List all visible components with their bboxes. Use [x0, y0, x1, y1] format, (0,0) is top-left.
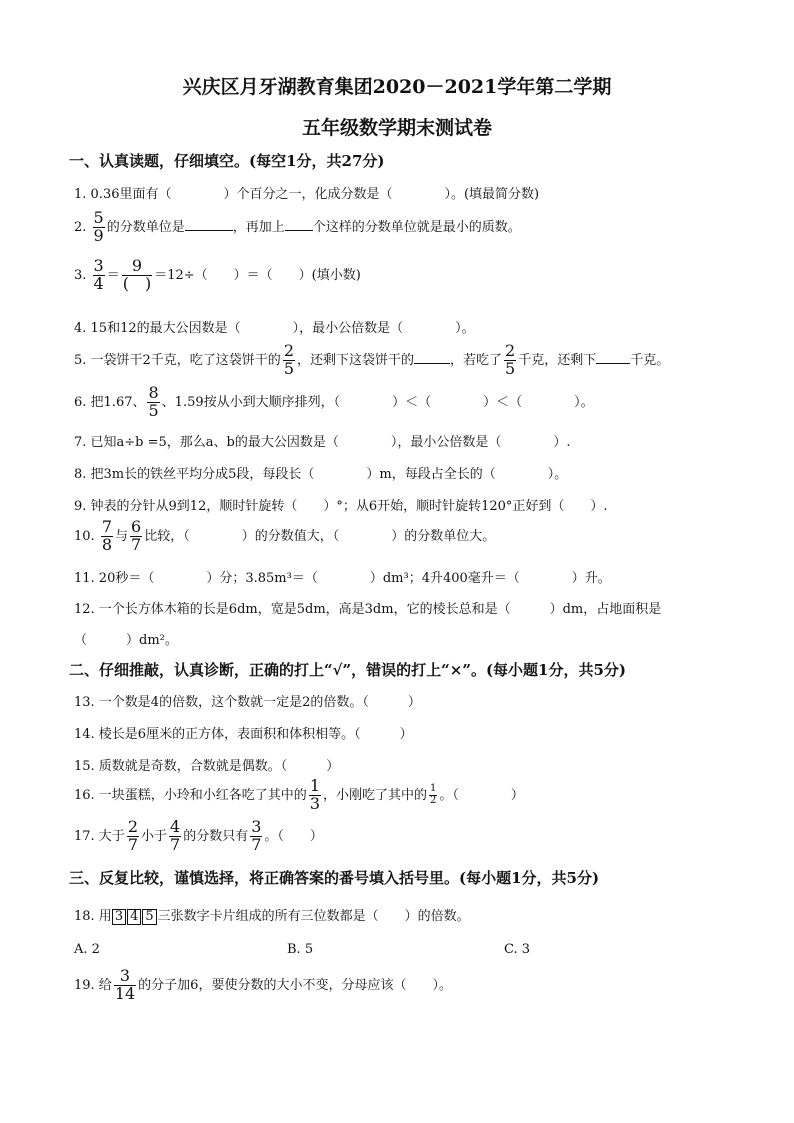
question-18-option-c[interactable]: C. 3 — [504, 942, 531, 957]
question-15: 15. 质数就是奇数，合数就是偶数。（ ） — [74, 759, 340, 774]
fraction-3-7: $\frac{3}{7}$ — [251, 817, 262, 854]
question-9: 9. 钟表的分针从9到12，顺时针旋转（ ）°；从6开始，顺时针旋转120°正好到（ ）. — [74, 499, 608, 514]
question-1: 1. 0.36里面有（ ）个百分之一，化成分数是（ ）。(填最简分数) — [74, 187, 540, 202]
fraction-6-7: $\frac{6}{7}$ — [131, 517, 142, 554]
answer-blank[interactable] — [414, 363, 450, 364]
fraction-8-5: $\frac{8}{5}$ — [148, 383, 159, 420]
digit-card: 5 — [142, 909, 156, 925]
question-6: 6. 把1.67、 $\frac{8}{5}$ 、1.59按从小到大顺序排列，（ ）＜（ ）＜（ ）。 — [74, 383, 594, 420]
question-11: 11. 20秒＝（ ）分；3.85m³＝（ ）dm³；4升400毫升＝（ ）升。 — [74, 571, 611, 586]
question-13: 13. 一个数是4的倍数，这个数就一定是2的倍数。（ ） — [74, 695, 421, 710]
question-12-line1: 12. 一个长方体木箱的长是6dm，宽是5dm，高是3dm，它的棱长总和是（ ）dm，占地面积是 — [74, 602, 662, 617]
question-12-line2: （ ）dm²。 — [74, 633, 178, 648]
fraction-4-7: $\frac{4}{7}$ — [170, 817, 181, 854]
question-3: 3. $\frac{3}{4}$ ＝ $\frac{9}{( )}$ ＝12÷（ ）＝（ ）(填小数) — [74, 256, 361, 293]
digit-card: 4 — [127, 909, 141, 925]
section-2-heading: 二、仔细推敲，认真诊断，正确的打上“√”，错误的打上“×”。(每小题1分，共5分) — [69, 661, 627, 679]
fraction-2-7: $\frac{2}{7}$ — [127, 817, 138, 854]
exam-title-line1: 兴庆区月牙湖教育集团2020－2021学年第二学期 — [182, 76, 612, 98]
fraction-1-3: $\frac{1}{3}$ — [309, 776, 320, 813]
fraction-9-blank: $\frac{9}{( )}$ — [122, 256, 152, 293]
question-4: 4. 15和12的最大公因数是（ ），最小公倍数是（ ）。 — [74, 321, 475, 336]
fraction-2-5: $\frac{2}{5}$ — [505, 341, 516, 378]
question-8: 8. 把3m长的铁丝平均分成5段，每段长（ ）m，每段占全长的（ ）。 — [74, 467, 568, 482]
digit-card: 3 — [112, 909, 126, 925]
question-10: 10. $\frac{7}{8}$ 与 $\frac{6}{7}$ 比较，（ ）的分数值大，（ ）的分数单位大。 — [74, 517, 496, 554]
question-18-option-a[interactable]: A. 2 — [74, 942, 100, 957]
section-1-heading: 一、认真读题，仔细填空。(每空1分，共27分) — [69, 152, 385, 170]
question-19: 19. 给 $\frac{3}{14}$ 的分子加6，要使分数的大小不变，分母应该（ ）。 — [74, 966, 452, 1003]
fraction-2-5: $\frac{2}{5}$ — [283, 341, 294, 378]
answer-blank[interactable] — [596, 363, 630, 364]
question-16: 16. 一块蛋糕，小玲和小红各吃了其中的 $\frac{1}{3}$ ，小刚吃了其中的 $\frac{1}{2}$ 。（ ） — [74, 776, 524, 813]
fraction-5-9: $\frac{5}{9}$ — [93, 208, 104, 245]
section-3-heading: 三、反复比较，谨慎选择，将正确答案的番号填入括号里。(每小题1分，共5分) — [69, 869, 600, 887]
question-2: 2. $\frac{5}{9}$ 的分数单位是 ，再加上 个这样的分数单位就是最小的质数。 — [74, 208, 521, 245]
exam-title-line2: 五年级数学期末测试卷 — [301, 117, 492, 139]
question-17: 17. 大于 $\frac{2}{7}$ 小于 $\frac{4}{7}$ 的分数只有 $\frac{3}{7}$ 。（ ） — [74, 817, 323, 854]
question-18-option-b[interactable]: B. 5 — [287, 942, 314, 957]
answer-blank[interactable] — [185, 230, 233, 231]
fraction-3-4: $\frac{3}{4}$ — [93, 256, 104, 293]
answer-blank[interactable] — [285, 230, 313, 231]
fraction-3-14: $\frac{3}{14}$ — [114, 966, 136, 1003]
fraction-7-8: $\frac{7}{8}$ — [101, 517, 113, 554]
fraction-1-2: $\frac{1}{2}$ — [430, 783, 437, 806]
question-7: 7. 已知a÷b =5，那么a、b的最大公因数是（ ），最小公倍数是（ ）. — [74, 435, 571, 450]
question-5: 5. 一袋饼干2千克，吃了这袋饼干的 $\frac{2}{5}$ ，还剩下这袋饼干的 ，若吃了 $\frac{2}{5}$ 千克，还剩下 千克。 — [74, 341, 670, 378]
question-14: 14. 棱长是6厘米的正方体，表面积和体积相等。（ ） — [74, 727, 413, 742]
question-18: 18. 用 3 4 5 三张数字卡片组成的所有三位数都是（ ）的倍数。 — [74, 909, 470, 924]
